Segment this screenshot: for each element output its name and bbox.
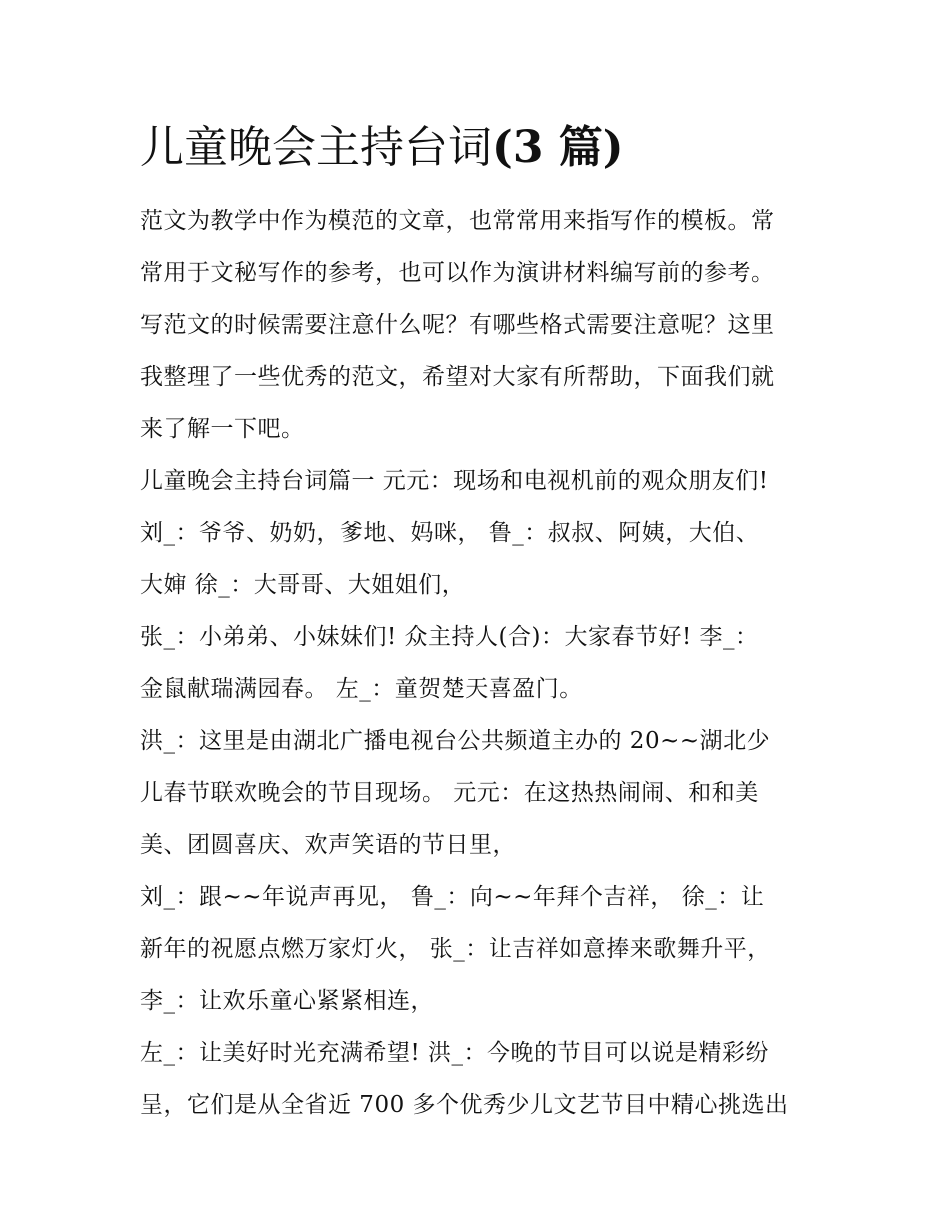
text-line: 常用于文秘写作的参考，也可以作为演讲材料编写前的参考。 [140,260,775,286]
text-line: 大婶 徐_：大哥哥、大姐姐们， [140,572,466,598]
document-title-suffix: (3 篇) [492,122,624,173]
text-line: 新年的祝愿点燃万家灯火， 张_：让吉祥如意捧来歌舞升平， [140,936,771,962]
document-title-main: 儿童晚会主持台词 [140,122,492,173]
text-line: 儿春节联欢晚会的节目现场。 元元：在这热热闹闹、和和美 [140,780,759,806]
text-line: 我整理了一些优秀的范文，希望对大家有所帮助，下面我们就 [140,364,775,390]
text-line: 左_：让美好时光充满希望! 洪_：今晚的节目可以说是精彩纷 [140,1040,770,1066]
text-line: 范文为教学中作为模范的文章，也常常用来指写作的模板。常 [140,208,775,234]
text-line: 儿童晚会主持台词篇一 元元：现场和电视机前的观众朋友们! [140,468,769,494]
text-line: 李_：让欢乐童心紧紧相连， [140,988,434,1014]
text-line: 洪_：这里是由湖北广播电视台公共频道主办的 20~~湖北少 [140,728,771,754]
document-body [140,195,830,1131]
text-line: 张_：小弟弟、小妹妹们! 众主持人(合)：大家春节好! 李_： [140,624,759,650]
text-line: 写范文的时候需要注意什么呢？有哪些格式需要注意呢？这里 [140,312,775,338]
text-line: 来了解一下吧。 [140,416,305,442]
text-line: 刘_：爷爷、奶奶，爹地、妈咪， 鲁_：叔叔、阿姨，大伯、 [140,520,760,546]
text-line: 金鼠献瑞满园春。 左_：童贺楚天喜盈门。 [140,676,583,702]
document-title [140,118,624,178]
text-line: 呈，它们是从全省近 700 多个优秀少儿文艺节目中精心挑选出 [140,1092,789,1118]
text-line: 美、团圆喜庆、欢声笑语的节日里， [140,832,516,858]
text-line: 刘_：跟~~年说声再见， 鲁_：向~~年拜个吉祥， 徐_：让 [140,884,765,910]
